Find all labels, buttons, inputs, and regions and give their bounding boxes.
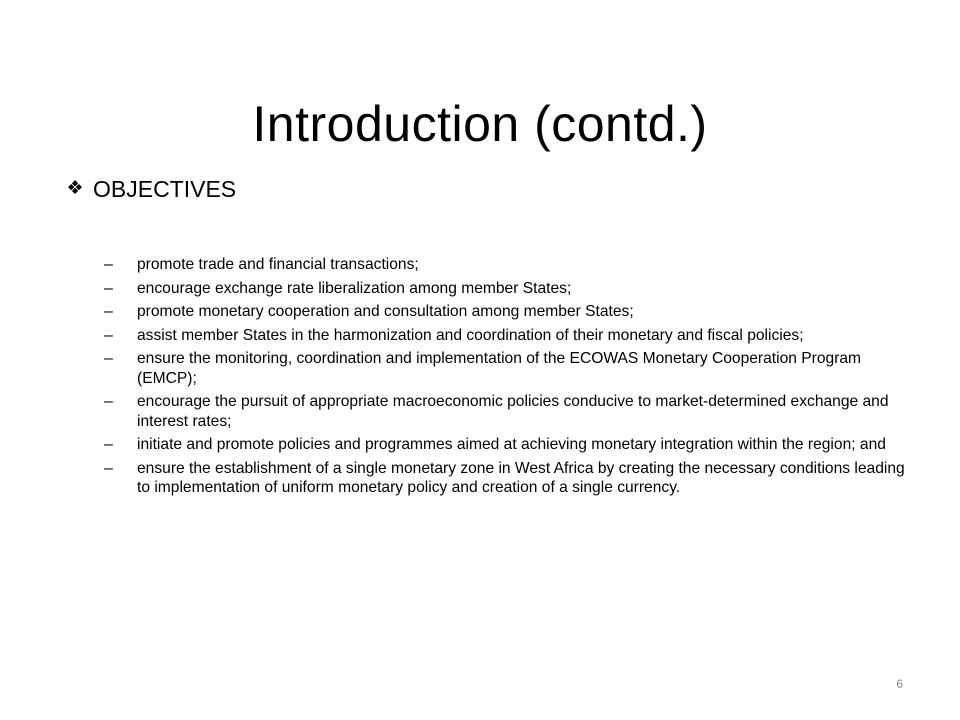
objective-item-2: [104, 279, 912, 299]
dash-bullet-icon: –: [104, 350, 113, 367]
objective-text-8: ensure the establishment of a single monetary zone in West Africa by creating the necessary conditions leading to implementation of uniform monetary policy and creation of a single currency.: [137, 459, 905, 496]
dash-bullet-icon: –: [104, 279, 113, 297]
objective-item-1: [104, 255, 912, 275]
objectives-heading-text: OBJECTIVES: [93, 176, 237, 202]
objective-text-2: encourage exchange rate liberalization among member States;: [137, 279, 572, 297]
objective-text-5: ensure the monitoring, coordination and implementation of the ECOWAS Monetary Cooperation Program (EMCP);: [137, 350, 862, 387]
objectives-list: [104, 255, 912, 502]
diamond-bullet-icon: ❖: [66, 178, 84, 199]
slide-title: Introduction (contd.): [252, 95, 708, 152]
objective-text-1: promote trade and financial transactions;: [137, 256, 419, 273]
objective-text-6: encourage the pursuit of appropriate macroeconomic policies conducive to market-determined exchange and interest rates;: [137, 393, 889, 430]
page-number: 6: [896, 677, 903, 691]
dash-bullet-icon: –: [104, 303, 113, 320]
dash-bullet-icon: –: [104, 393, 113, 410]
objective-text-3: promote monetary cooperation and consultation among member States;: [137, 303, 634, 320]
objective-text-4: assist member States in the harmonization and coordination of their monetary and fiscal policies;: [137, 326, 804, 344]
dash-bullet-icon: –: [104, 436, 113, 453]
objective-item-4: [104, 326, 912, 346]
dash-bullet-icon: –: [104, 326, 113, 344]
objective-item-6: [104, 392, 912, 431]
dash-bullet-icon: –: [104, 459, 113, 477]
objective-item-5: [104, 349, 912, 388]
objective-item-7: [104, 435, 912, 455]
dash-bullet-icon: –: [104, 256, 113, 273]
objective-text-7: initiate and promote policies and programmes aimed at achieving monetary integration within the region; and: [137, 436, 886, 453]
objective-item-8: [104, 459, 912, 498]
objectives-section-heading: [64, 172, 236, 206]
objective-item-3: [104, 302, 912, 322]
